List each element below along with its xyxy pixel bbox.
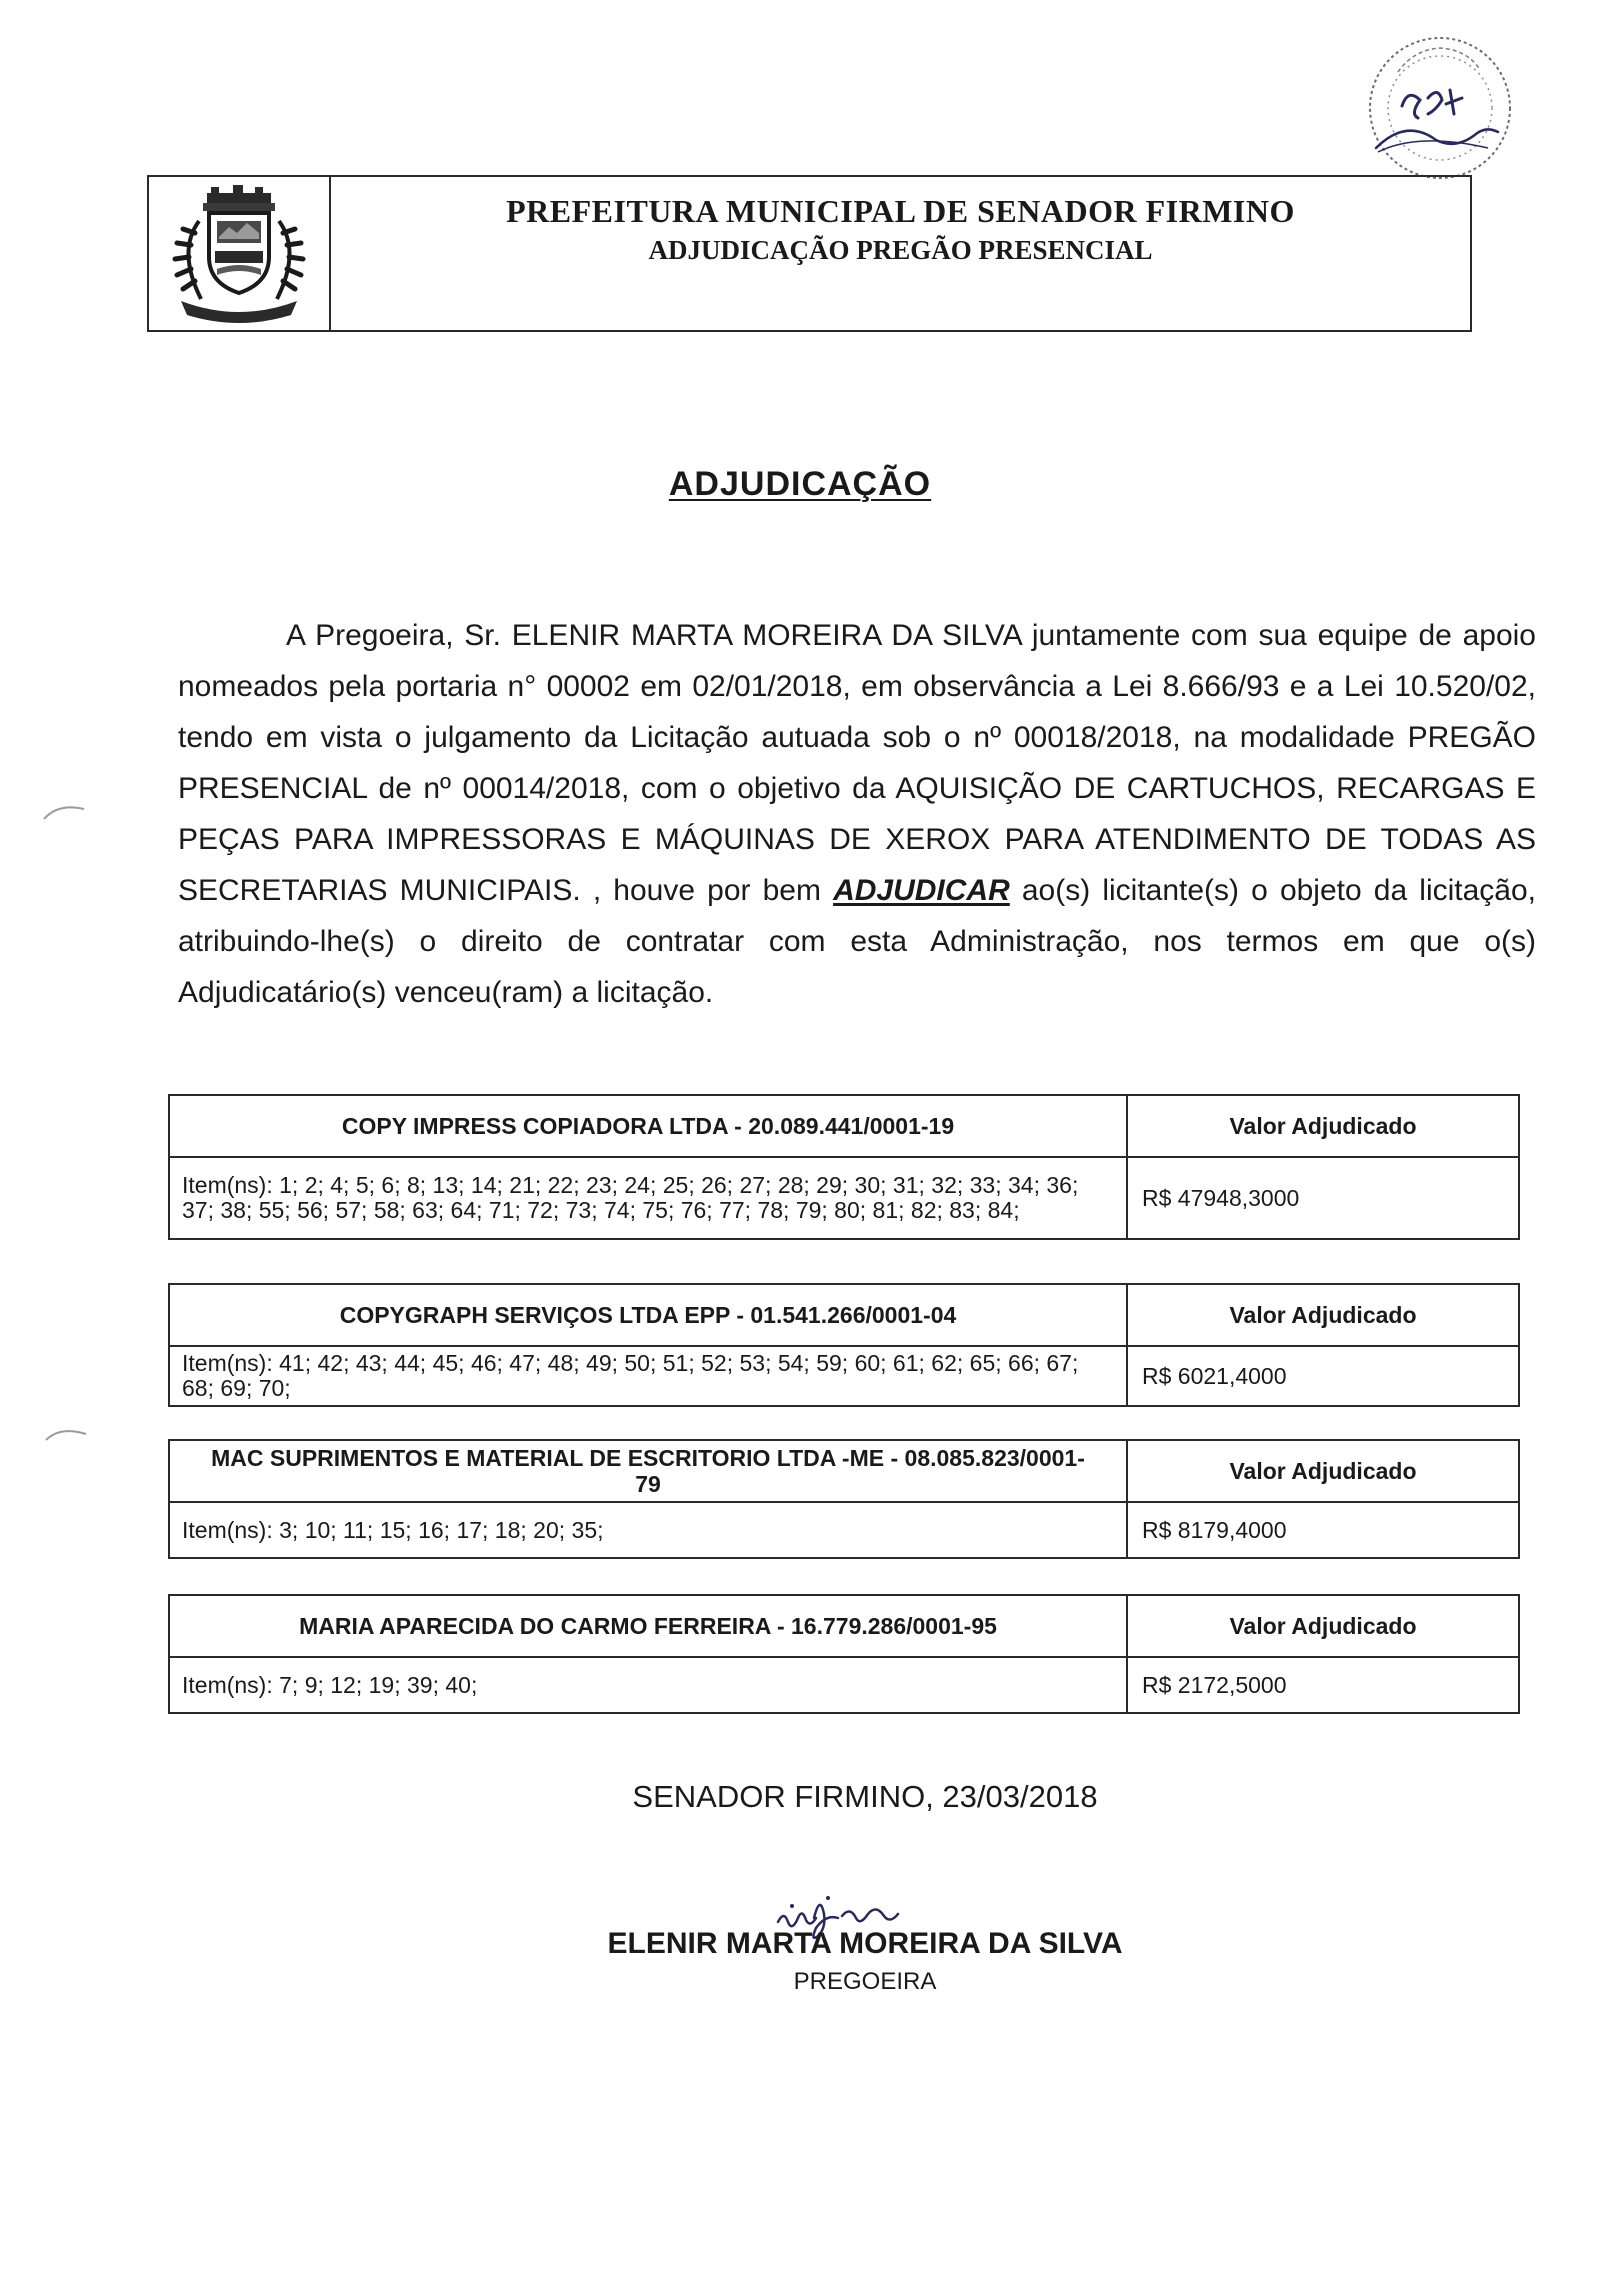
award-header-row [169,1095,1519,1157]
paragraph-text-before: A Pregoeira, Sr. ELENIR MARTA MOREIRA DA SILVA juntamente com sua equipe de apoio nomeados pela portaria n° 00002 em 02/01/2018, em observância a Lei 8.666/93 e a Lei 10.520/02, tendo em vista o julgamento da Licitação autuada sob o nº 00018/2018, na modalidade PREGÃO PRESENCIAL de nº 00014/2018, com o objetivo da AQUISIÇÃO DE CARTUCHOS, RECARGAS E PEÇAS PARA IMPRESSORAS E MÁQUINAS DE XEROX PARA ATENDIMENTO DE TODAS AS SECRETARIAS MUNICIPAIS. , houve por bem [178,619,1536,907]
document-header [147,175,1472,332]
value-header: Valor Adjudicado [1127,1595,1519,1657]
company-name: COPY IMPRESS COPIADORA LTDA - 20.089.441/0001-19 [169,1095,1127,1157]
place-and-date: SENADOR FIRMINO, 23/03/2018 [632,1779,1098,1814]
value-header: Valor Adjudicado [1127,1095,1519,1157]
adjudication-paragraph [178,610,1536,1018]
award-table [168,1283,1520,1407]
logo-cell [149,177,331,330]
awarded-value: R$ 2172,5000 [1127,1657,1519,1713]
award-table [168,1094,1520,1240]
value-header: Valor Adjudicado [1127,1284,1519,1346]
company-name: MAC SUPRIMENTOS E MATERIAL DE ESCRITORIO LTDA -ME - 08.085.823/0001-79 [169,1440,1127,1502]
header-title: PREFEITURA MUNICIPAL DE SENADOR FIRMINO [506,193,1295,229]
award-detail-row [169,1157,1519,1239]
item-list: Item(ns): 41; 42; 43; 44; 45; 46; 47; 48; 49; 50; 51; 52; 53; 54; 59; 60; 61; 62; 65; 66; 67; 68; 69; 70; [169,1346,1127,1406]
award-header-row [169,1595,1519,1657]
awarded-value: R$ 6021,4000 [1127,1346,1519,1406]
paragraph-emphasis: ADJUDICAR [833,874,1010,907]
municipal-coat-of-arms-icon [155,181,323,325]
margin-mark-icon [42,1418,102,1448]
header-subtitle: ADJUDICAÇÃO PREGÃO PRESENCIAL [648,235,1153,265]
award-detail-row [169,1502,1519,1558]
award-header-row [169,1284,1519,1346]
award-detail-row [169,1657,1519,1713]
awarded-value: R$ 47948,3000 [1127,1157,1519,1239]
item-list: Item(ns): 3; 10; 11; 15; 16; 17; 18; 20; 35; [169,1502,1127,1558]
award-detail-row [169,1346,1519,1406]
company-name: MARIA APARECIDA DO CARMO FERREIRA - 16.779.286/0001-95 [169,1595,1127,1657]
signer-role: PREGOEIRA [793,1968,937,1995]
item-list: Item(ns): 1; 2; 4; 5; 6; 8; 13; 14; 21; 22; 23; 24; 25; 26; 27; 28; 29; 30; 31; 32; 33; 34; 36; 37; 38; 55; 56; 57; 58; 63; 64; 71; 72; 73; 74; 75; 76; 77; 78; 79; 80; 81; 82; 83; 84; [169,1157,1127,1239]
item-list: Item(ns): 7; 9; 12; 19; 39; 40; [169,1657,1127,1713]
document-heading: ADJUDICAÇÃO [668,465,932,503]
signer-name: ELENIR MARTA MOREIRA DA SILVA [607,1927,1123,1960]
award-table [168,1439,1520,1559]
paragraph-text-after: ao(s) licitante(s) o objeto da licitação, atribuindo-lhe(s) o direito de contratar com esta Administração, nos termos em que o(s) Adjudicatário(s) venceu(ram) a licitação. [178,874,1536,1009]
margin-mark-icon [40,795,100,825]
value-header: Valor Adjudicado [1127,1440,1519,1502]
award-table [168,1594,1520,1714]
commission-stamp-icon [1358,20,1518,190]
awarded-value: R$ 8179,4000 [1127,1502,1519,1558]
company-name: COPYGRAPH SERVIÇOS LTDA EPP - 01.541.266/0001-04 [169,1284,1127,1346]
award-header-row [169,1440,1519,1502]
